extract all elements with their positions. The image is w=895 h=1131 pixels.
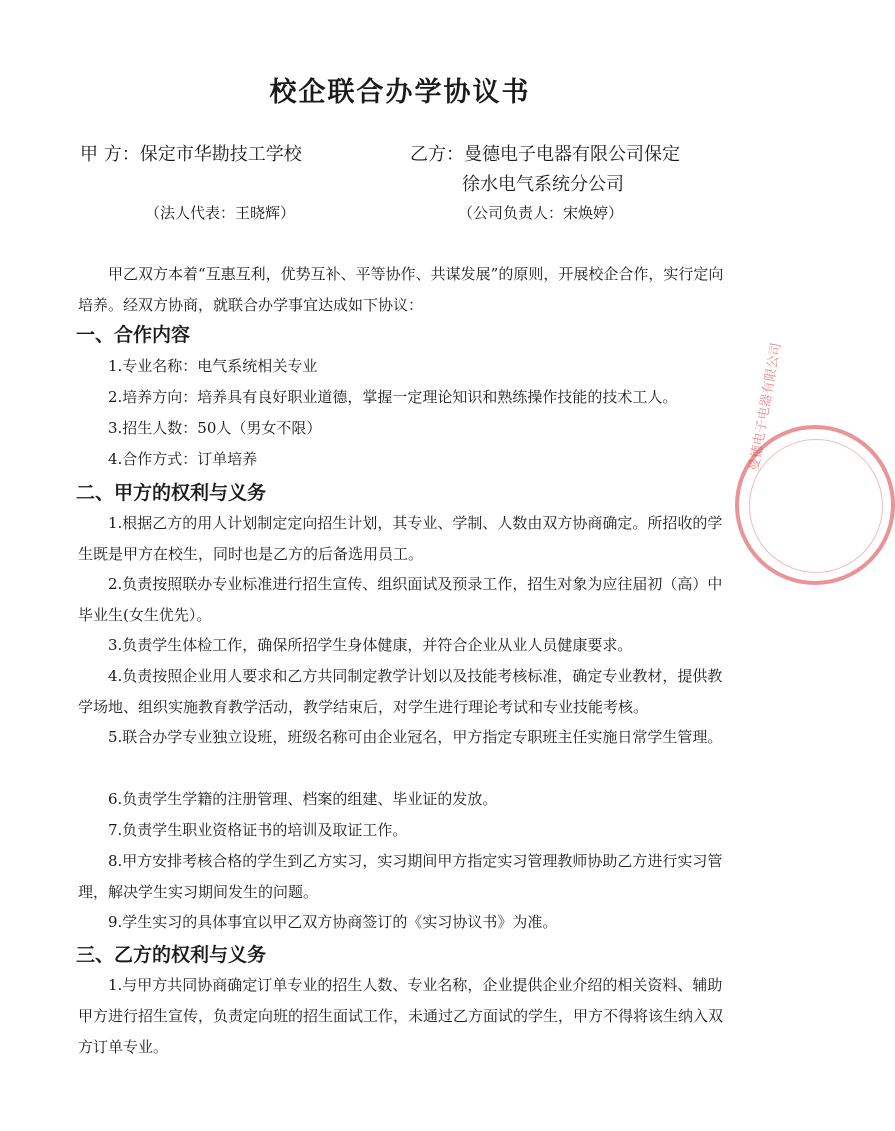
section-2-item: 4.负责按照企业用人要求和乙方共同制定教学计划以及技能考核标准，确定专业教材，提供教学场地、组织实施教育教学活动，教学结束后，对学生进行理论考试和专业技能考核。	[78, 667, 723, 716]
section-heading-party-b-rights: 三、乙方的权利与义务	[76, 944, 267, 966]
section-heading-party-a-rights: 二、甲方的权利与义务	[76, 482, 267, 504]
company-seal	[735, 341, 895, 585]
party-b-representative: （公司负责人：宋焕婷）	[458, 204, 624, 222]
section-2-item: 1.根据乙方的用人计划制定定向招生计划，其专业、学制、人数由双方协商确定。所招收的学生既是甲方在校生，同时也是乙方的后备选用员工。	[78, 514, 723, 563]
section-2-item: 8.甲方安排考核合格的学生到乙方实习，实习期间甲方指定实习管理教师协助乙方进行实习管理，解决学生实习期间发生的问题。	[78, 852, 723, 901]
section-2-item: 2.负责按照联办专业标准进行招生宣传、组织面试及预录工作，招生对象为应往届初（高）中毕业生(女生优先）。	[78, 575, 723, 624]
section-2-item: 6.负责学生学籍的注册管理、档案的组建、毕业证的发放。	[108, 790, 498, 808]
party-b-name-line2: 徐水电气系统分公司	[462, 174, 624, 195]
section-2-item: 7.负责学生职业资格证书的培训及取证工作。	[108, 821, 408, 839]
section-3-item: 1.与甲方共同协商确定订单专业的招生人数、专业名称，企业提供企业介绍的相关资料、辅助甲方进行招生宣传，负责定向班的招生面试工作，未通过乙方面试的学生，甲方不得将该生纳入双方订单专业。	[78, 976, 724, 1056]
section-1-item: 1.专业名称：电气系统相关专业	[108, 357, 318, 375]
intro-paragraph: 甲乙双方本着“互惠互利，优势互补、平等协作、共谋发展”的原则，开展校企合作，实行定向培养。经双方协商，就联合办学事宜达成如下协议：	[78, 265, 724, 314]
seal-text: 曼德电子电器有限公司	[746, 341, 785, 473]
party-a-name: 甲 方：保定市华勘技工学校	[80, 144, 302, 165]
document-title: 校企联合办学协议书	[269, 77, 531, 108]
party-a-representative: （法人代表：王晓辉）	[145, 204, 296, 222]
section-1-item: 2.培养方向：培养具有良好职业道德，掌握一定理论知识和熟练操作技能的技术工人。	[108, 388, 678, 406]
seal-inner-ring	[749, 439, 883, 573]
section-2-item: 5.联合办学专业独立设班，班级名称可由企业冠名，甲方指定专职班主任实施日常学生管理。	[108, 728, 723, 746]
section-1-item: 4.合作方式：订单培养	[108, 450, 258, 468]
party-b-name-line1: 乙方：曼德电子电器有限公司保定	[410, 144, 680, 165]
section-1-item: 3.招生人数：50人（男女不限）	[108, 419, 322, 437]
section-2-item: 3.负责学生体检工作，确保所招学生身体健康，并符合企业从业人员健康要求。	[108, 636, 633, 654]
section-heading-cooperation: 一、合作内容	[76, 324, 191, 346]
section-2-item: 9.学生实习的具体事宜以甲乙双方协商签订的《实习协议书》为准。	[108, 913, 558, 931]
